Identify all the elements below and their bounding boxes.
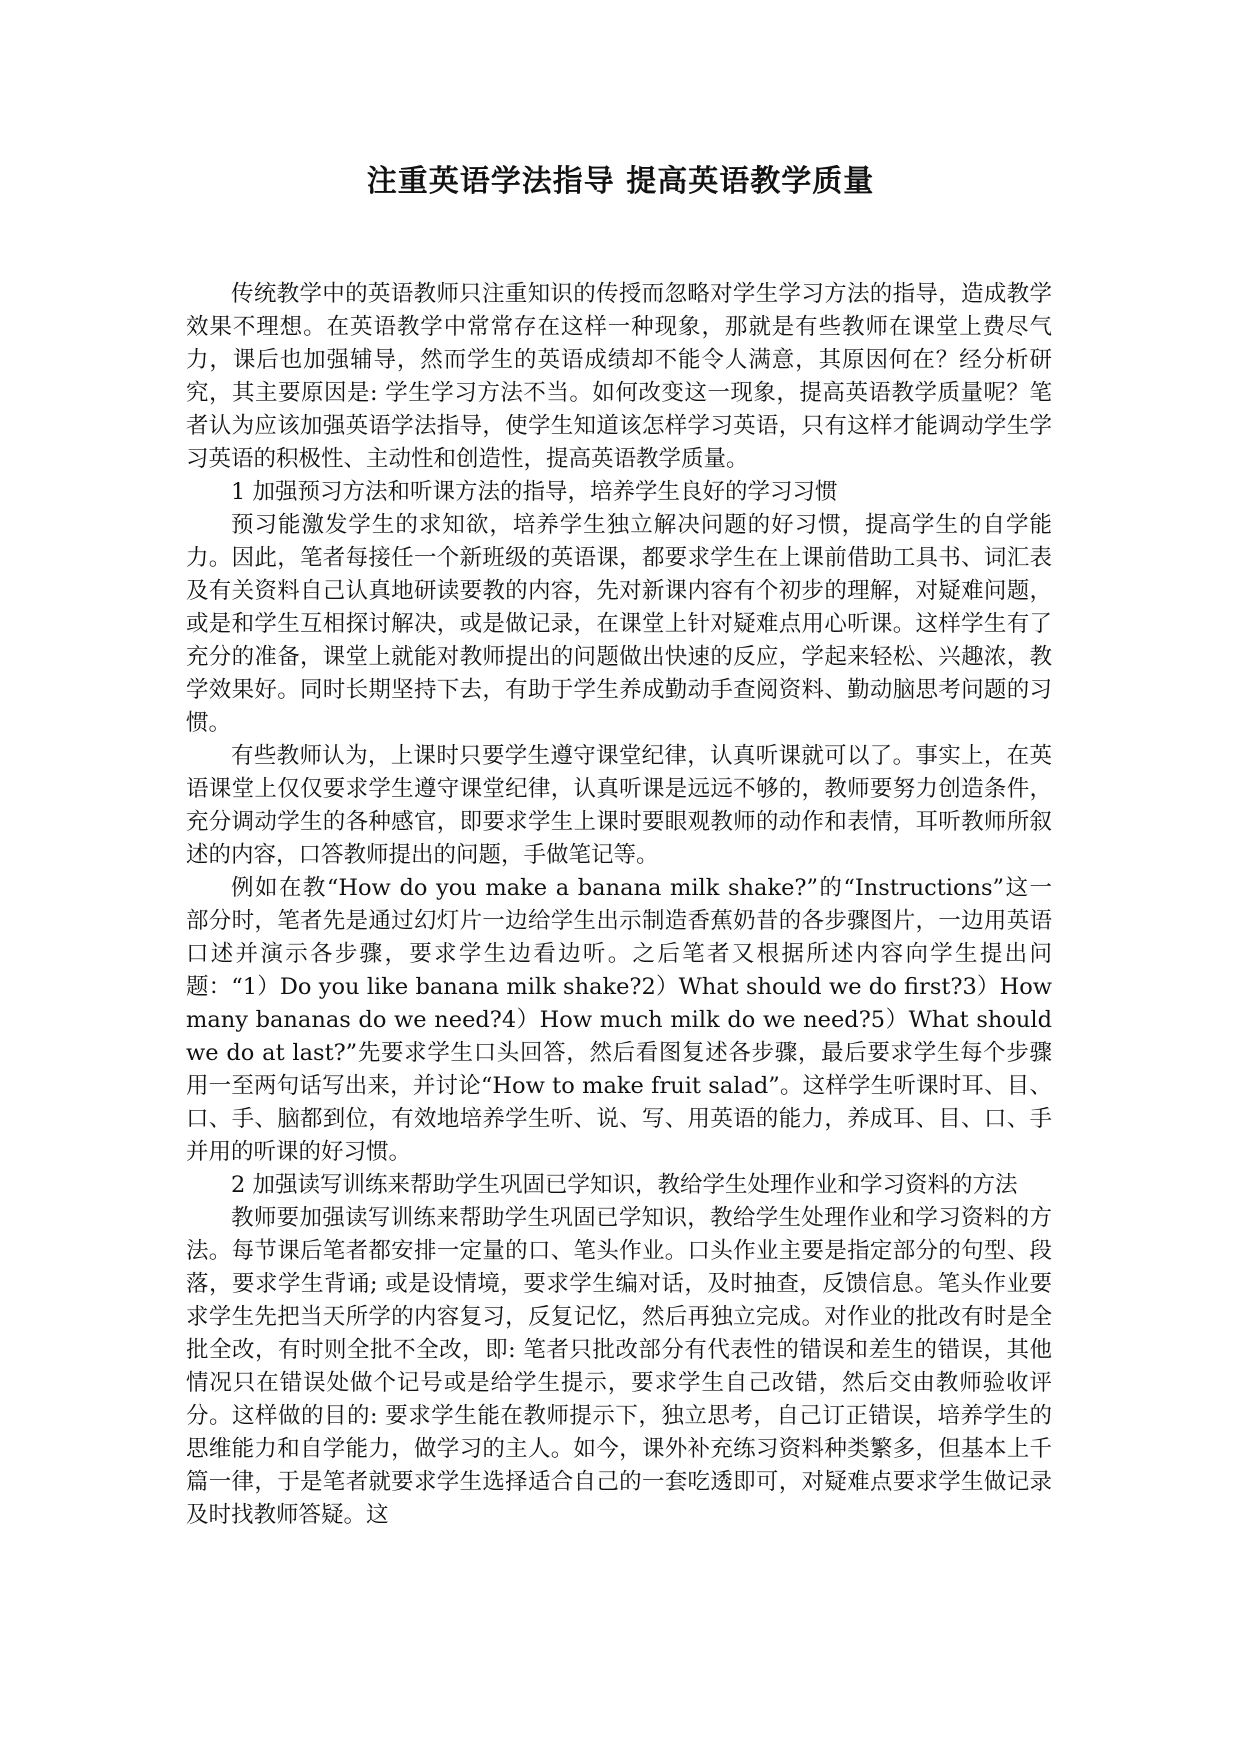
paragraph: 传统教学中的英语教师只注重知识的传授而忽略对学生学习方法的指导，造成教学效果不理想。在英语教学中常常存在这样一种现象，那就是有些教师在课堂上费尽气力，课后也加强辅导，然而学生的英语成绩却不能令人满意，其原因何在？经分析研究，其主要原因是: 学生学习方法不当。如何改变这一现象，提高英语教学质量呢？笔者认为应该加强英语学法指导，使学生知道该怎样学习英语，只有这样才能调动学生学习英语的积极性、主动性和创造性，提高英语教学质量。	[186, 281, 1052, 472]
section-heading: 2 加强读写训练来帮助学生巩固已学知识，教给学生处理作业和学习资料的方法	[231, 1172, 1018, 1198]
paragraph: 有些教师认为，上课时只要学生遵守课堂纪律，认真听课就可以了。事实上，在英语课堂上仅仅要求学生遵守课堂纪律，认真听课是远远不够的，教师要努力创造条件，充分调动学生的各种感官，即要求学生上课时要眼观教师的动作和表情，耳听教师所叙述的内容，口答教师提出的问题，手做笔记等。	[186, 743, 1052, 868]
paragraph: 预习能激发学生的求知欲，培养学生独立解决问题的好习惯，提高学生的自学能力。因此，笔者每接任一个新班级的英语课，都要求学生在上课前借助工具书、词汇表及有关资料自己认真地研读要教的内容，先对新课内容有个初步的理解，对疑难问题，或是和学生互相探讨解决，或是做记录，在课堂上针对疑难点用心听课。这样学生有了充分的准备，课堂上就能对教师提出的问题做出快速的反应，学起来轻松、兴趣浓，教学效果好。同时长期坚持下去，有助于学生养成勤动手查阅资料、勤动脑思考问题的习惯。	[186, 512, 1052, 736]
section-heading: 1 加强预习方法和听课方法的指导，培养学生良好的学习习惯	[231, 479, 838, 505]
document-body	[186, 278, 1052, 1532]
paragraph: 例如在教“How do you make a banana milk shake?”的“Instructions”这一部分时，笔者先是通过幻灯片一边给学生出示制造香蕉奶昔的各步骤图片，一边用英语口述并演示各步骤，要求学生边看边听。之后笔者又根据所述内容向学生提出问题：“1）Do you like banana milk shake?2）What should we do first?3）How many bananas do we need?4）How much milk do we need?5）What should we do at last?”先要求学生口头回答，然后看图复述各步骤，最后要求学生每个步骤用一至两句话写出来，并讨论“How to make fruit salad”。这样学生听课时耳、目、口、手、脑都到位，有效地培养学生听、说、写、用英语的能力，养成耳、目、口、手并用的听课的好习惯。	[186, 875, 1052, 1165]
document-title: 注重英语学法指导 提高英语教学质量	[366, 164, 875, 199]
paragraph: 教师要加强读写训练来帮助学生巩固已学知识，教给学生处理作业和学习资料的方法。每节课后笔者都安排一定量的口、笔头作业。口头作业主要是指定部分的句型、段落，要求学生背诵; 或是设情境，要求学生编对话，及时抽查，反馈信息。笔头作业要求学生先把当天所学的内容复习，反复记忆，然后再独立完成。对作业的批改有时是全批全改，有时则全批不全改，即: 笔者只批改部分有代表性的错误和差生的错误，其他情况只在错误处做个记号或是给学生提示，要求学生自己改错，然后交由教师验收评分。这样做的目的: 要求学生能在教师提示下，独立思考，自己订正错误，培养学生的思维能力和自学能力，做学习的主人。如今，课外补充练习资料种类繁多，但基本上千篇一律，于是笔者就要求学生选择适合自己的一套吃透即可，对疑难点要求学生做记录及时找教师答疑。这	[186, 1205, 1052, 1528]
